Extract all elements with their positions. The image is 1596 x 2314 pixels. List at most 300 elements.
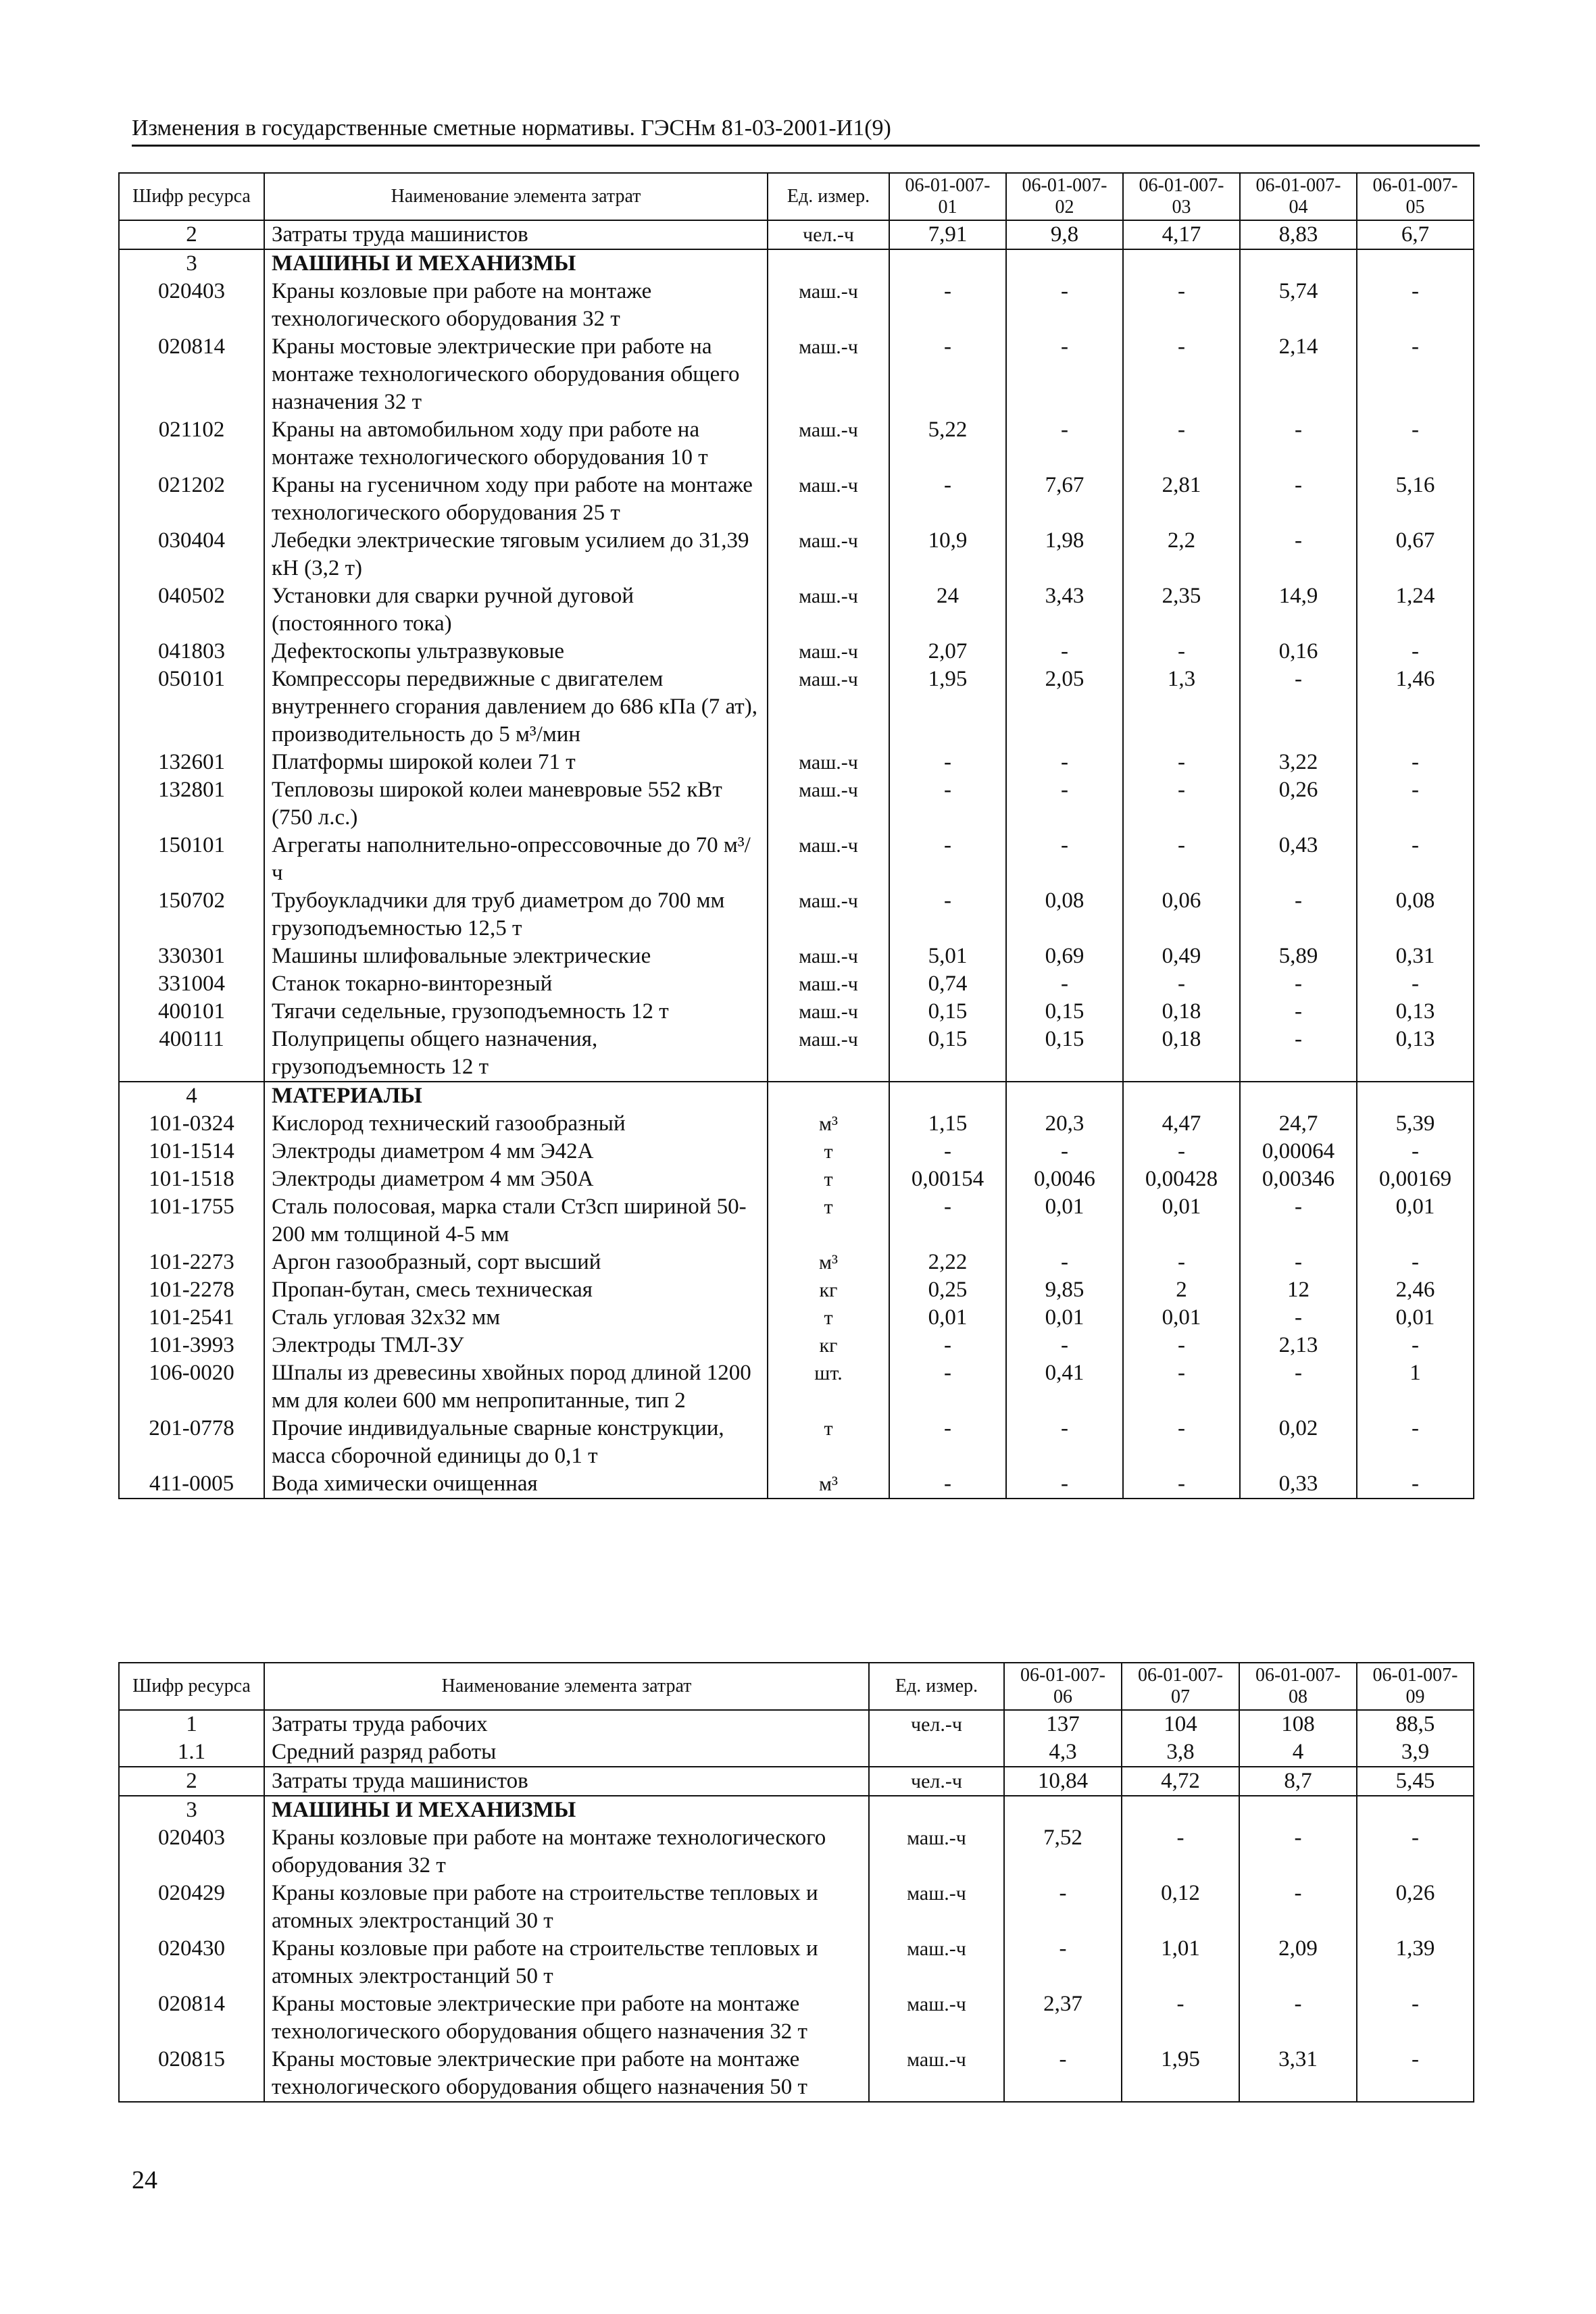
norm-value: 1,95: [1122, 2046, 1239, 2102]
norm-value: 3,9: [1357, 1738, 1474, 1767]
resource-code: 150702: [119, 887, 264, 942]
unit-of-measure: маш.-ч: [768, 887, 889, 942]
cost-element-name: Краны козловые при работе на строительстве тепловых и атомных электростанций 50 т: [264, 1935, 869, 1990]
norm-value: 0,25: [889, 1276, 1006, 1304]
norm-value: 104: [1122, 1710, 1239, 1738]
cost-element-name: Станок токарно-винторезный: [264, 970, 768, 998]
resource-code: 020814: [119, 333, 264, 416]
resource-code: 021102: [119, 416, 264, 472]
norm-value: 0,02: [1240, 1415, 1357, 1470]
col-header-code: Шифр ресурса: [119, 173, 264, 220]
cost-element-name: Краны козловые при работе на строительстве тепловых и атомных электростанций 30 т: [264, 1880, 869, 1935]
norm-value: -: [1123, 1359, 1240, 1415]
unit-of-measure: маш.-ч: [869, 2046, 1004, 2102]
norm-value: 3,31: [1239, 2046, 1357, 2102]
table-row: [119, 1796, 1474, 1824]
unit-of-measure: [768, 249, 889, 278]
unit-of-measure: м³: [768, 1249, 889, 1276]
norm-value: 0,00346: [1240, 1165, 1357, 1193]
norm-value: -: [1357, 1249, 1474, 1276]
norm-value: -: [1123, 333, 1240, 416]
norm-value: 88,5: [1357, 1710, 1474, 1738]
norm-value: [1122, 1796, 1239, 1824]
norm-value: -: [1240, 416, 1357, 472]
unit-of-measure: [869, 1738, 1004, 1767]
norm-value: [889, 1082, 1006, 1110]
norm-value: -: [1357, 1332, 1474, 1359]
table-row: [119, 416, 1474, 472]
header-row: [119, 173, 1474, 220]
unit-of-measure: маш.-ч: [768, 665, 889, 749]
norm-value: 7,91: [889, 220, 1006, 249]
norm-value: 9,8: [1006, 220, 1123, 249]
norm-value: 1,46: [1357, 665, 1474, 749]
resource-code: 021202: [119, 472, 264, 527]
norm-value: -: [889, 776, 1006, 832]
cost-element-name: Машины шлифовальные электрические: [264, 942, 768, 970]
norm-value: 5,45: [1357, 1767, 1474, 1796]
resource-code: 1.1: [119, 1738, 264, 1767]
norm-value: [1239, 1796, 1357, 1824]
col-header-name: Наименование элемента затрат: [264, 1663, 869, 1710]
norm-value: -: [1006, 970, 1123, 998]
table-row: [119, 1990, 1474, 2046]
cost-element-name: Прочие индивидуальные сварные конструкции, масса сборочной единицы до 0,1 т: [264, 1415, 768, 1470]
resource-code: 101-1514: [119, 1138, 264, 1165]
norm-value: -: [1123, 638, 1240, 665]
cost-element-name: Краны на гусеничном ходу при работе на монтаже технологического оборудования 25 т: [264, 472, 768, 527]
norm-value: 1: [1357, 1359, 1474, 1415]
norm-value: -: [889, 1415, 1006, 1470]
norm-value: -: [1123, 1415, 1240, 1470]
norm-value: -: [1357, 749, 1474, 776]
table-row: [119, 1880, 1474, 1935]
norm-value: -: [1240, 472, 1357, 527]
norm-value: -: [1004, 1935, 1122, 1990]
norm-value: 0,01: [889, 1304, 1006, 1332]
table-row: [119, 998, 1474, 1026]
norm-value: -: [1123, 416, 1240, 472]
norm-value: -: [1123, 749, 1240, 776]
resource-code: 101-2273: [119, 1249, 264, 1276]
resource-code: 201-0778: [119, 1415, 264, 1470]
resource-code: 030404: [119, 527, 264, 582]
norm-value: -: [1240, 970, 1357, 998]
resource-code: 020430: [119, 1935, 264, 1990]
resource-code: 101-1755: [119, 1193, 264, 1249]
norm-value: [1004, 1796, 1122, 1824]
norm-value: -: [1006, 776, 1123, 832]
norm-value: 0,26: [1240, 776, 1357, 832]
unit-of-measure: маш.-ч: [869, 1880, 1004, 1935]
norm-value: -: [1006, 1332, 1123, 1359]
unit-of-measure: т: [768, 1304, 889, 1332]
cost-element-name: Электроды диаметром 4 мм Э50А: [264, 1165, 768, 1193]
norm-value: [1240, 1082, 1357, 1110]
norm-value: 8,7: [1239, 1767, 1357, 1796]
norm-value: -: [1240, 1249, 1357, 1276]
cost-element-name: Средний разряд работы: [264, 1738, 869, 1767]
table-row: [119, 1359, 1474, 1415]
norm-value: 5,74: [1240, 278, 1357, 333]
norm-value: 4,47: [1123, 1110, 1240, 1138]
table-row: [119, 665, 1474, 749]
unit-of-measure: маш.-ч: [768, 638, 889, 665]
norm-value: 24,7: [1240, 1110, 1357, 1138]
unit-of-measure: маш.-ч: [768, 416, 889, 472]
resource-code: 2: [119, 1767, 264, 1796]
unit-of-measure: т: [768, 1415, 889, 1470]
norm-value: [1006, 1082, 1123, 1110]
norm-value: -: [1240, 665, 1357, 749]
norm-value: 5,16: [1357, 472, 1474, 527]
norm-value: 4,17: [1123, 220, 1240, 249]
table-row: [119, 333, 1474, 416]
resource-code: 3: [119, 249, 264, 278]
resource-code: 331004: [119, 970, 264, 998]
norm-value: -: [1006, 1415, 1123, 1470]
norm-value: 0,15: [1006, 998, 1123, 1026]
norm-value: 0,43: [1240, 832, 1357, 887]
norm-value: -: [1240, 1026, 1357, 1082]
norm-value: 0,13: [1357, 1026, 1474, 1082]
cost-element-name: МАШИНЫ И МЕХАНИЗМЫ: [264, 249, 768, 278]
unit-of-measure: маш.-ч: [869, 1824, 1004, 1880]
norm-value: -: [1122, 1990, 1239, 2046]
cost-element-name: Затраты труда машинистов: [264, 1767, 869, 1796]
norm-value: [1123, 1082, 1240, 1110]
norm-value: 108: [1239, 1710, 1357, 1738]
norm-value: 3,43: [1006, 582, 1123, 638]
table-row: [119, 1767, 1474, 1796]
cost-element-name: Тепловозы широкой колеи маневровые 552 кВт (750 л.с.): [264, 776, 768, 832]
cost-element-name: Кислород технический газообразный: [264, 1110, 768, 1138]
table-row: [119, 887, 1474, 942]
norm-value: -: [1357, 1824, 1474, 1880]
norm-value: -: [889, 832, 1006, 887]
resource-code: 3: [119, 1796, 264, 1824]
unit-of-measure: чел.-ч: [869, 1767, 1004, 1796]
norm-value: 0,13: [1357, 998, 1474, 1026]
norm-value: -: [1357, 2046, 1474, 2102]
norm-value: -: [1240, 998, 1357, 1026]
norm-value: 7,67: [1006, 472, 1123, 527]
unit-of-measure: [869, 1796, 1004, 1824]
norm-value: -: [889, 1470, 1006, 1499]
cost-element-name: Краны на автомобильном ходу при работе на монтаже технологического оборудования 10 т: [264, 416, 768, 472]
norm-value: -: [1357, 832, 1474, 887]
resource-code: 400101: [119, 998, 264, 1026]
norms-table-2: [118, 1662, 1474, 2103]
table-body: [119, 1710, 1474, 2102]
col-header-norm: 06-01-007-08: [1239, 1663, 1357, 1710]
col-header-norm: 06-01-007-06: [1004, 1663, 1122, 1710]
norm-value: -: [1357, 1415, 1474, 1470]
table-row: [119, 832, 1474, 887]
resource-code: 040502: [119, 582, 264, 638]
table-row: [119, 749, 1474, 776]
unit-of-measure: маш.-ч: [768, 942, 889, 970]
table-row: [119, 1824, 1474, 1880]
table-row: [119, 278, 1474, 333]
norm-value: 0,08: [1357, 887, 1474, 942]
norm-value: 12: [1240, 1276, 1357, 1304]
norm-value: 5,22: [889, 416, 1006, 472]
norm-value: 3,22: [1240, 749, 1357, 776]
col-header-norm: 06-01-007-09: [1357, 1663, 1474, 1710]
col-header-code: Шифр ресурса: [119, 1663, 264, 1710]
table-row: [119, 1138, 1474, 1165]
norm-value: -: [1240, 1359, 1357, 1415]
unit-of-measure: маш.-ч: [768, 776, 889, 832]
norm-value: 0,01: [1006, 1193, 1123, 1249]
table-row: [119, 638, 1474, 665]
cost-element-name: Агрегаты наполнительно-опрессовочные до 70 м³/ч: [264, 832, 768, 887]
norm-value: -: [889, 333, 1006, 416]
norm-value: -: [1239, 1880, 1357, 1935]
resource-code: 400111: [119, 1026, 264, 1082]
resource-code: 101-2278: [119, 1276, 264, 1304]
norm-value: -: [889, 1359, 1006, 1415]
norm-value: -: [1357, 333, 1474, 416]
table-row: [119, 1110, 1474, 1138]
norm-value: 0,74: [889, 970, 1006, 998]
norm-value: 1,24: [1357, 582, 1474, 638]
norm-value: 7,52: [1004, 1824, 1122, 1880]
cost-element-name: Лебедки электрические тяговым усилием до 31,39 кН (3,2 т): [264, 527, 768, 582]
norm-value: [1240, 249, 1357, 278]
cost-element-name: Аргон газообразный, сорт высший: [264, 1249, 768, 1276]
col-header-norm: 06-01-007-07: [1122, 1663, 1239, 1710]
unit-of-measure: кг: [768, 1332, 889, 1359]
norm-value: 2,81: [1123, 472, 1240, 527]
norm-value: 24: [889, 582, 1006, 638]
norm-value: 2,46: [1357, 1276, 1474, 1304]
resource-code: 150101: [119, 832, 264, 887]
resource-code: 106-0020: [119, 1359, 264, 1415]
norm-value: [1006, 249, 1123, 278]
norm-value: [1357, 1082, 1474, 1110]
unit-of-measure: чел.-ч: [768, 220, 889, 249]
norm-value: 0,12: [1122, 1880, 1239, 1935]
table-row: [119, 1193, 1474, 1249]
norm-value: -: [1123, 1138, 1240, 1165]
unit-of-measure: маш.-ч: [768, 472, 889, 527]
norm-value: -: [1006, 832, 1123, 887]
norm-value: 3,8: [1122, 1738, 1239, 1767]
norm-value: -: [1123, 278, 1240, 333]
norm-value: -: [1006, 278, 1123, 333]
cost-element-name: Установки для сварки ручной дуговой (постоянного тока): [264, 582, 768, 638]
table-row: [119, 582, 1474, 638]
cost-element-name: Трубоукладчики для труб диаметром до 700 мм грузоподъемностью 12,5 т: [264, 887, 768, 942]
norm-value: 0,00428: [1123, 1165, 1240, 1193]
cost-element-name: МАШИНЫ И МЕХАНИЗМЫ: [264, 1796, 869, 1824]
norm-value: 0,01: [1123, 1304, 1240, 1332]
norm-value: -: [1240, 527, 1357, 582]
norm-value: 6,7: [1357, 220, 1474, 249]
col-header-norm: 06-01-007-02: [1006, 173, 1123, 220]
norm-value: -: [889, 278, 1006, 333]
norm-value: 2,2: [1123, 527, 1240, 582]
unit-of-measure: т: [768, 1193, 889, 1249]
norm-value: 0,18: [1123, 1026, 1240, 1082]
norm-value: -: [1006, 1470, 1123, 1499]
norm-value: [1123, 249, 1240, 278]
resource-code: 020403: [119, 1824, 264, 1880]
norm-value: 0,33: [1240, 1470, 1357, 1499]
norm-value: 8,83: [1240, 220, 1357, 249]
col-header-unit: Ед. измер.: [768, 173, 889, 220]
norm-value: 10,9: [889, 527, 1006, 582]
page-header: Изменения в государственные сметные нормативы. ГЭСНм 81-03-2001-И1(9): [132, 115, 1480, 147]
cost-element-name: Краны козловые при работе на монтаже технологического оборудования 32 т: [264, 278, 768, 333]
unit-of-measure: чел.-ч: [869, 1710, 1004, 1738]
table-row: [119, 1710, 1474, 1738]
unit-of-measure: шт.: [768, 1359, 889, 1415]
norm-value: 0,06: [1123, 887, 1240, 942]
norm-value: 0,31: [1357, 942, 1474, 970]
table-row: [119, 2046, 1474, 2102]
table-row: [119, 942, 1474, 970]
unit-of-measure: маш.-ч: [768, 832, 889, 887]
norm-value: 2,37: [1004, 1990, 1122, 2046]
norm-value: -: [889, 1332, 1006, 1359]
resource-code: 2: [119, 220, 264, 249]
cost-element-name: Электроды диаметром 4 мм Э42А: [264, 1138, 768, 1165]
unit-of-measure: маш.-ч: [768, 582, 889, 638]
norm-value: 0,18: [1123, 998, 1240, 1026]
norm-value: -: [889, 1193, 1006, 1249]
resource-code: 101-3993: [119, 1332, 264, 1359]
cost-element-name: Шпалы из древесины хвойных пород длиной 1200 мм для колеи 600 мм непропитанные, тип 2: [264, 1359, 768, 1415]
norm-value: -: [1357, 776, 1474, 832]
norm-value: -: [1240, 1304, 1357, 1332]
table-row: [119, 1249, 1474, 1276]
norm-value: -: [1006, 1138, 1123, 1165]
table-row: [119, 1415, 1474, 1470]
unit-of-measure: т: [768, 1165, 889, 1193]
unit-of-measure: маш.-ч: [869, 1990, 1004, 2046]
cost-element-name: Сталь полосовая, марка стали Ст3сп шириной 50-200 мм толщиной 4-5 мм: [264, 1193, 768, 1249]
norm-value: 1,98: [1006, 527, 1123, 582]
norm-value: 0,67: [1357, 527, 1474, 582]
norm-value: 0,15: [1006, 1026, 1123, 1082]
table-row: [119, 249, 1474, 278]
norm-value: -: [1240, 1193, 1357, 1249]
resource-code: 132601: [119, 749, 264, 776]
cost-element-name: Электроды ТМЛ-3У: [264, 1332, 768, 1359]
table-row: [119, 527, 1474, 582]
col-header-norm: 06-01-007-01: [889, 173, 1006, 220]
unit-of-measure: маш.-ч: [768, 278, 889, 333]
norm-value: [1357, 1796, 1474, 1824]
cost-element-name: Краны мостовые электрические при работе на монтаже технологического оборудования общего назначения 32 т: [264, 1990, 869, 2046]
table-header: [119, 173, 1474, 220]
norm-value: -: [1123, 832, 1240, 887]
norm-value: -: [1006, 638, 1123, 665]
norm-value: 0,01: [1006, 1304, 1123, 1332]
resource-code: 132801: [119, 776, 264, 832]
resource-code: 4: [119, 1082, 264, 1110]
resource-code: 1: [119, 1710, 264, 1738]
resource-code: 101-0324: [119, 1110, 264, 1138]
table-row: [119, 1738, 1474, 1767]
resource-code: 101-1518: [119, 1165, 264, 1193]
unit-of-measure: маш.-ч: [768, 749, 889, 776]
norm-value: -: [1004, 2046, 1122, 2102]
unit-of-measure: маш.-ч: [768, 970, 889, 998]
cost-element-name: Затраты труда рабочих: [264, 1710, 869, 1738]
unit-of-measure: маш.-ч: [869, 1935, 1004, 1990]
cost-element-name: Дефектоскопы ультразвуковые: [264, 638, 768, 665]
norm-value: 2,07: [889, 638, 1006, 665]
norm-value: 0,08: [1006, 887, 1123, 942]
norm-value: 0,41: [1006, 1359, 1123, 1415]
table-row: [119, 1304, 1474, 1332]
norm-value: 0,01: [1357, 1193, 1474, 1249]
resource-code: 041803: [119, 638, 264, 665]
norm-value: -: [1123, 1332, 1240, 1359]
norm-value: 14,9: [1240, 582, 1357, 638]
norm-value: 137: [1004, 1710, 1122, 1738]
norm-value: [889, 249, 1006, 278]
unit-of-measure: маш.-ч: [768, 527, 889, 582]
col-header-norm: 06-01-007-03: [1123, 173, 1240, 220]
norm-value: 0,01: [1123, 1193, 1240, 1249]
cost-element-name: Краны мостовые электрические при работе на монтаже технологического оборудования общего назначения 50 т: [264, 2046, 869, 2102]
norm-value: 0,00154: [889, 1165, 1006, 1193]
norm-value: 1,95: [889, 665, 1006, 749]
table-row: [119, 1082, 1474, 1110]
norm-value: 0,16: [1240, 638, 1357, 665]
cost-element-name: Полуприцепы общего назначения, грузоподъемность 12 т: [264, 1026, 768, 1082]
norm-value: -: [889, 749, 1006, 776]
table-row: [119, 1332, 1474, 1359]
norm-value: 0,15: [889, 1026, 1006, 1082]
norm-value: -: [889, 1138, 1006, 1165]
norm-value: -: [1123, 776, 1240, 832]
norm-value: 2,09: [1239, 1935, 1357, 1990]
norm-value: 0,0046: [1006, 1165, 1123, 1193]
table-row: [119, 1935, 1474, 1990]
cost-element-name: Сталь угловая 32х32 мм: [264, 1304, 768, 1332]
col-header-norm: 06-01-007-05: [1357, 173, 1474, 220]
norm-value: 20,3: [1006, 1110, 1123, 1138]
norm-value: 5,01: [889, 942, 1006, 970]
table-row: [119, 970, 1474, 998]
norm-value: 2,13: [1240, 1332, 1357, 1359]
unit-of-measure: м³: [768, 1470, 889, 1499]
norm-value: 9,85: [1006, 1276, 1123, 1304]
norm-value: -: [1123, 970, 1240, 998]
norm-value: 2: [1123, 1276, 1240, 1304]
norm-value: -: [1357, 638, 1474, 665]
norm-value: 5,39: [1357, 1110, 1474, 1138]
unit-of-measure: м³: [768, 1110, 889, 1138]
unit-of-measure: кг: [768, 1276, 889, 1304]
resource-code: 330301: [119, 942, 264, 970]
norm-value: -: [889, 887, 1006, 942]
norm-value: 4,72: [1122, 1767, 1239, 1796]
norm-value: -: [1004, 1880, 1122, 1935]
norm-value: [1357, 249, 1474, 278]
norm-value: -: [1357, 1138, 1474, 1165]
cost-element-name: Краны мостовые электрические при работе на монтаже технологического оборудования общего назначения 32 т: [264, 333, 768, 416]
norm-value: 1,39: [1357, 1935, 1474, 1990]
norm-value: 1,01: [1122, 1935, 1239, 1990]
norm-value: -: [1239, 1990, 1357, 2046]
